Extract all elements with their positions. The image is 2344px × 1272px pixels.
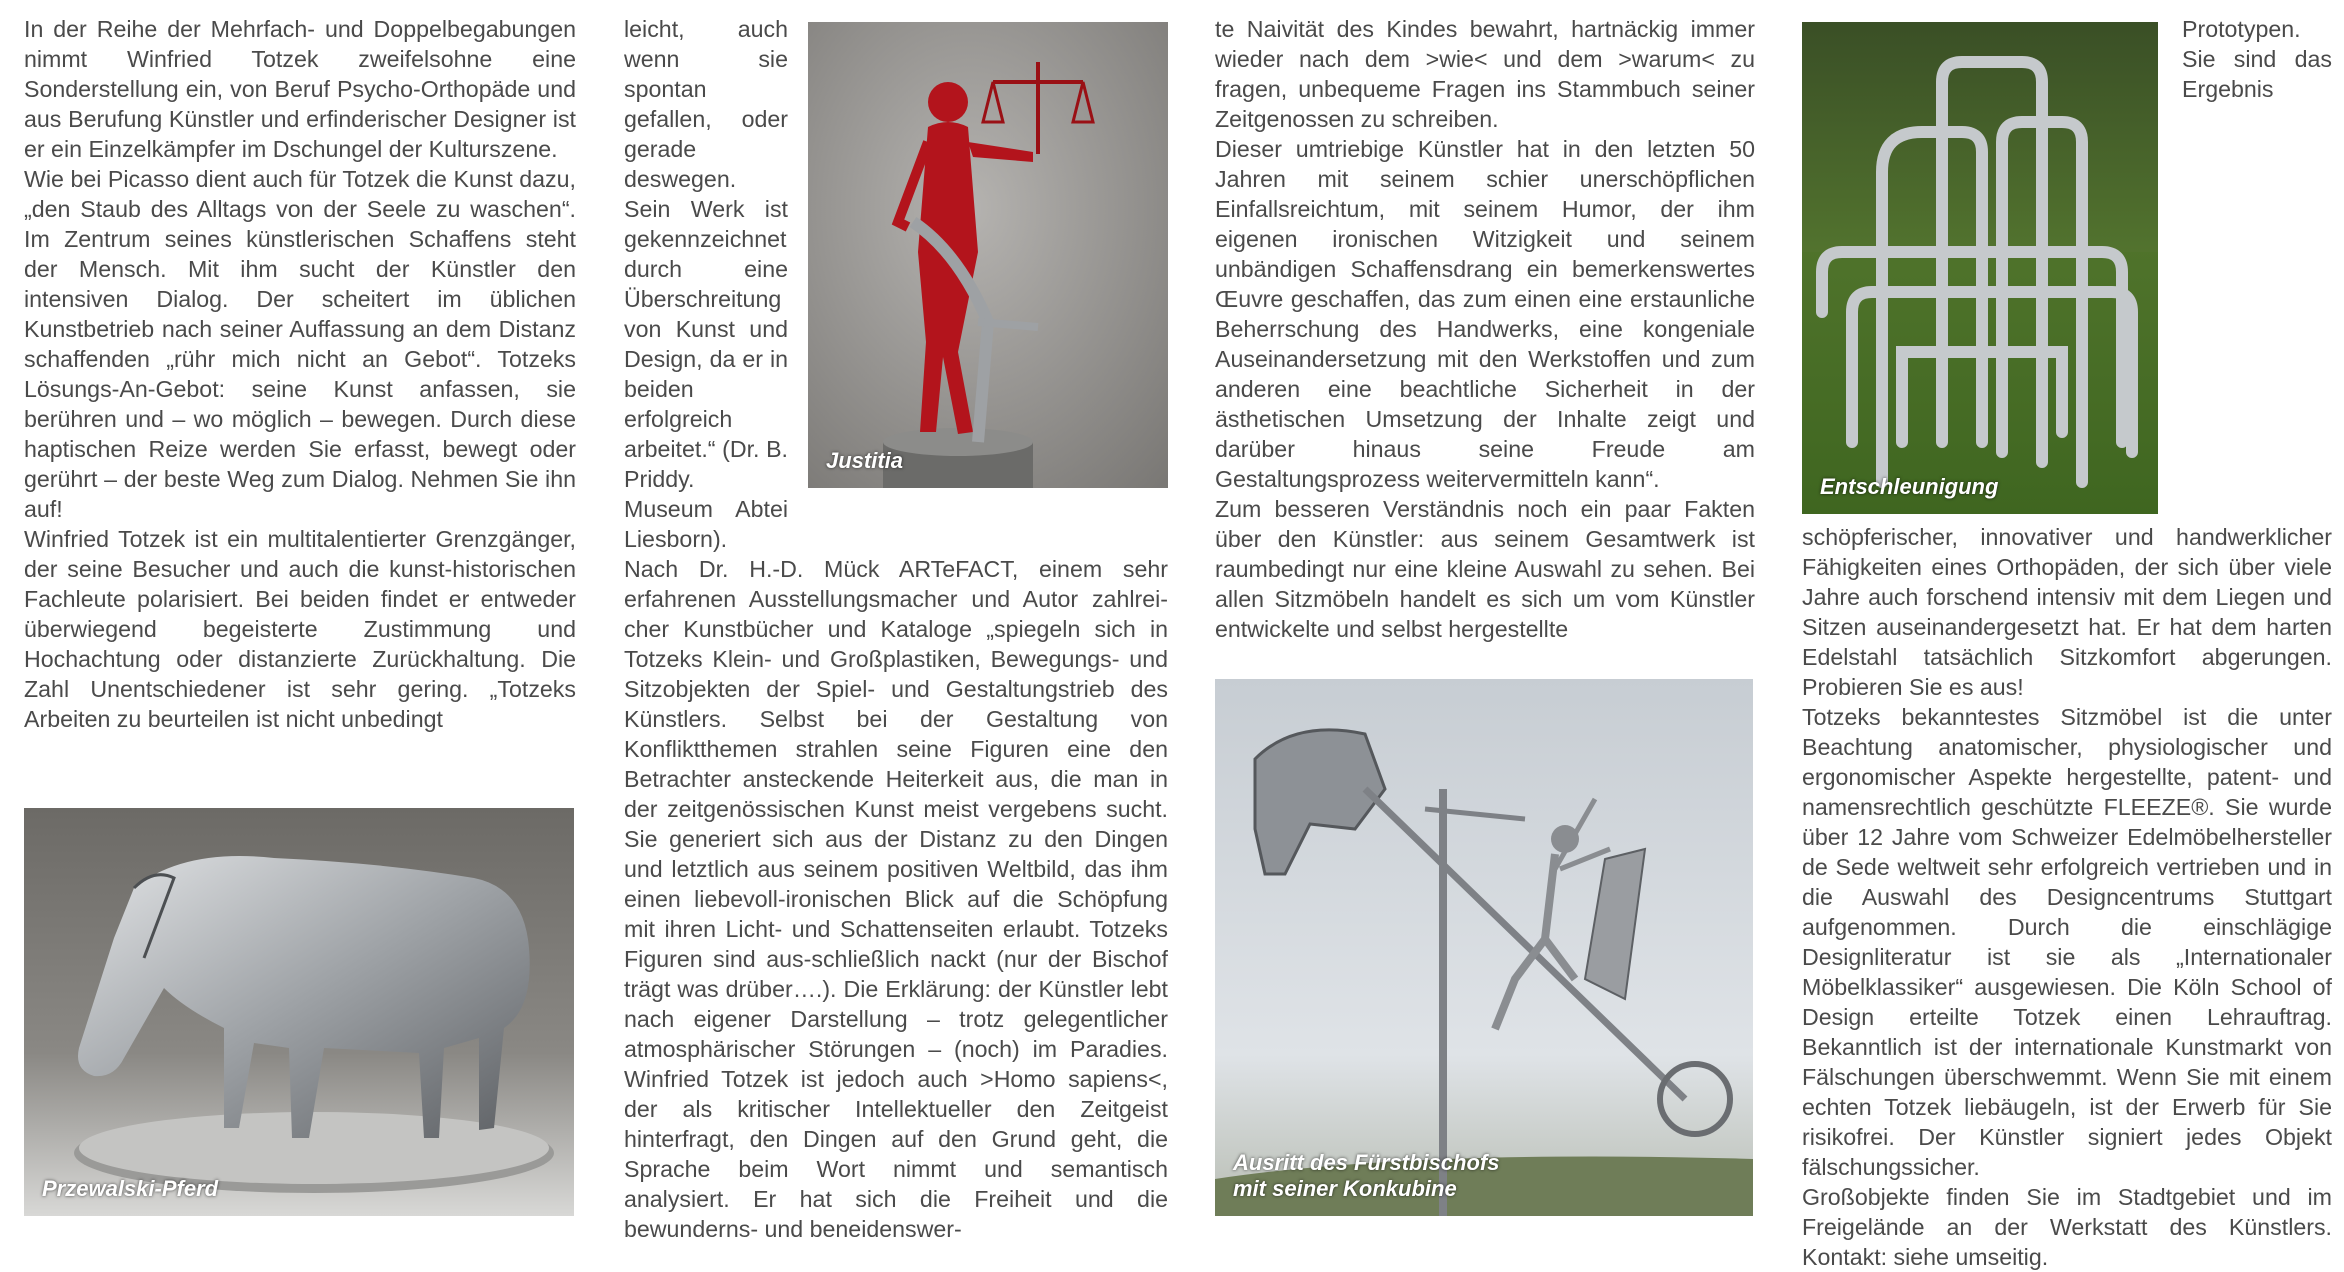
photo-ausritt-des-fuerstbischofs [1215,679,1753,1216]
paragraph: Zum besseren Verständnis noch ein paar Fakten über den Künstler: aus seinem Gesamtwerk ist raumbedingt nur eine kleine Auswahl zu sehen. Bei allen Sitzmöbeln handelt es sich um vom Künstler entwickelte und selbst hergestellte [1215,496,1755,642]
horse-sculpture-image [24,808,574,1216]
caption-ausritt-des-fuerstbischofs: Ausritt des Fürstbischofs mit seiner Konkubine [1233,1150,1500,1201]
photo-justitia [808,22,1168,488]
text-column-3 [1215,14,1755,644]
justitia-sculpture-image [808,22,1168,488]
text-column-4 [1802,14,2332,1272]
paragraph: Wie bei Picasso dient auch für Totzek die Kunst dazu, „den Staub des Alltags von der Seele zu waschen“. Im Zentrum seines künstlerischen Schaffens steht der Mensch. Mit ihm sucht der Künstler den intensiven Dialog. Der scheitert im üblichen Kunstbetrieb nach seiner Auffassung an dem Distanz schaffenden „rühr mich nicht an Gebot“. Totzeks Lösungs-An-Gebot: seine Kunst anfassen, sie berühren und – wo möglich – bewegen. Durch diese haptischen Reize werden Sie erfasst, bewegt oder gerührt – der beste Weg zum Dialog. Nehmen Sie ihn auf! [24,166,576,522]
paragraph: Winfried Totzek ist ein multitalentierter Grenzgänger, der seine Besucher und auch die kunst-historischen Fachleute polarisiert. Bei beiden findet er entweder überwiegend begeisterte Zustimmung und Hochachtung oder distanzierte Zurückhaltung. Die Zahl Unentschiedener ist sehr gering. „Totzeks Arbeiten zu beurteilen ist nicht unbedingt [24,526,576,732]
photo-entschleunigung [1802,22,2158,514]
paragraph: Prototypen. Sie sind das Ergebnis schöpferischer, innovativer und handwerklicher Fähigkeiten eines Orthopäden, der sich über viele Jahre auch forschend intensiv mit dem Liegen und Sitzen auseinandergesetzt hat. Er hat dem harten Edelstahl tatsächlich Sitzkomfort abgerungen. Probieren Sie es aus! [1802,16,2332,700]
paragraph: te Naivität des Kindes bewahrt, hartnäckig immer wieder nach dem >wie< und dem >warum< zu fragen, unbequeme Fragen ins Stammbuch seiner Zeitgenossen zu schreiben. [1215,16,1755,132]
photo-przewalski-pferd [24,808,574,1216]
paragraph: In der Reihe der Mehrfach- und Doppelbegabungen nimmt Winfried Totzek zweifelsohne eine Sonderstellung ein, von Beruf Psycho-Orthopäde und aus Berufung Künstler und erfinderischer Designer ist er ein Einzelkämpfer im Dschungel der Kulturszene. [24,16,576,162]
paragraph: Dieser umtriebige Künstler hat in den letzten 50 Jahren mit seinem schier unerschöpflichen Einfallsreichtum, mit seinem Humor, der ihm eigenen ironischen Witzigkeit und seinem unbändigen Schaffensdrang ein bemerkenswertes Œuvre geschaffen, das zum einen eine erstaunliche Beherrschung des Handwerks, eine kongeniale Auseinandersetzung mit den Werkstoffen und zum anderen eine beachtliche Sicherheit in der ästhetischen Umsetzung der Inhalte zeigt und darüber hinaus seine Freude am Gestaltungsprozess weitervermitteln kann“. [1215,136,1755,492]
caption-justitia: Justitia [826,448,904,473]
caption-entschleunigung: Entschleunigung [1820,474,1999,499]
paragraph: Nach Dr. H.-D. Mück ARTeFACT, einem sehr erfahrenen Ausstellungsmacher und Autor zahlrei-cher Kunstbücher und Kataloge „spiegeln sich in Totzeks Klein- und Großplastiken, Bewegungs- und Sitzobjekten der Spiel- und Gestaltungstrieb des Künstlers. Selbst bei der Gestaltung von Konfliktthemen strahlen seine Figuren eine den Betrachter ansteckende Heiterkeit aus, die man in der zeitgenössischen Kunst meist vergebens sucht. Sie generiert sich aus der Distanz zu den Dingen und letztlich aus seinem positiven Weltbild, das ihm einen liebevoll-ironischen Blick auf die Schöpfung mit ihren Licht- und Schattenseiten erlaubt. Totzeks Figuren sind aus-schließlich nackt (nur der Bischof trägt was drüber….). Die Erklärung: der Künstler lebt nach eigener Darstellung – trotz gelegentlicher atmosphärischer Störungen – (noch) im Paradies. Winfried Totzek ist jedoch auch >Homo sapiens<, der als kritischer Intellektueller den Zeitgeist hinterfragt, den Dingen auf den Grund geht, die Sprache beim Wort nimmt und semantisch analysiert. Er hat sich die Freiheit und die bewunderns- und beneidenswer- [624,556,1168,1242]
bishop-sculpture-image [1215,679,1753,1216]
tube-sculpture-image [1802,22,2158,514]
caption-przewalski-pferd: Przewalski-Pferd [42,1176,219,1201]
text-column-1 [24,14,576,734]
text-column-2 [624,14,1168,1244]
paragraph: leicht, auch wenn sie spontan gefallen, oder gerade deswegen. Sein Werk ist gekennzeichnet durch eine Überschreitung von Kunst und Design, da er in beiden erfolgreich arbeitet.“ (Dr. B. Priddy. Museum Abtei Liesborn). [624,16,788,552]
paragraph: Großobjekte finden Sie im Stadtgebiet und im Freigelände an der Werkstatt des Künstlers. Kontakt: siehe umseitig. [1802,1184,2332,1270]
paragraph: Totzeks bekanntestes Sitzmöbel ist die unter Beachtung anatomischer, physiologischer und ergonomischer Aspekte hergestellte, patent- und namensrechtlich geschützte FLEEZE®. Sie wurde über 12 Jahre vom Schweizer Edelmöbelhersteller de Sede weltweit sehr erfolgreich vertrieben und in die Auswahl des Designcentrums Stuttgart aufgenommen. Durch die einschlägige Designliteratur ist sie als „Internationaler Möbelklassiker“ ausgewiesen. Die Köln School of Design erteilte Totzek einen Lehrauftrag. Bekanntlich ist der internationale Kunstmarkt von Fälschungen überschwemmt. Wenn Sie mit einem echten Totzek liebäugeln, ist der Erwerb für Sie risikofrei. Der Künstler signiert jedes Objekt fälschungssicher. [1802,704,2332,1180]
